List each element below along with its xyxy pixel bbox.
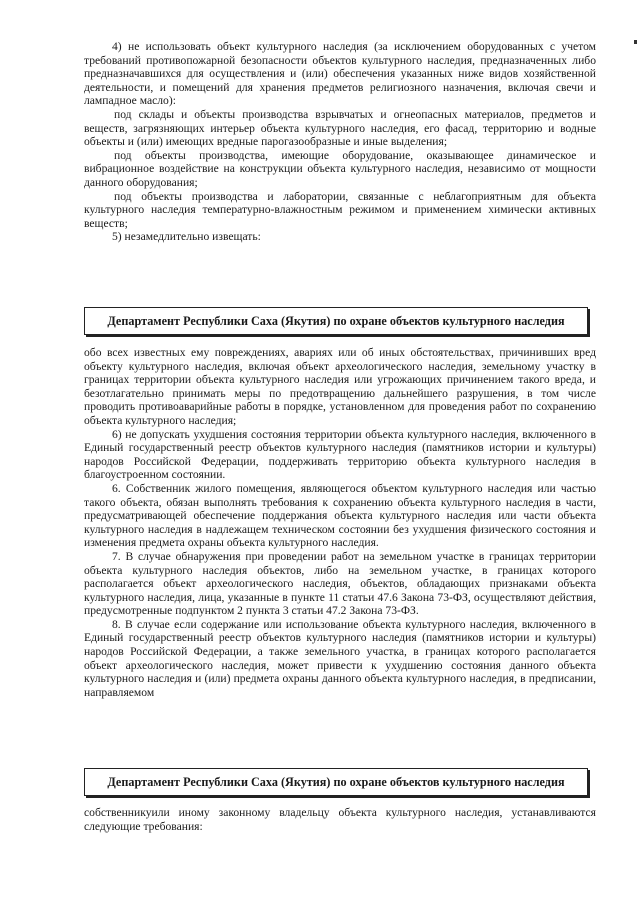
scan-mark bbox=[634, 40, 637, 44]
paragraph-laboratories: под объекты производства и лаборатории, связанные с неблагоприятным для объекта культурного наследия температурно-влажностным режимом и применением химически активных веществ; bbox=[84, 189, 596, 230]
department-banner-2: Департамент Республики Саха (Якутия) по охране объектов культурного наследия bbox=[84, 768, 588, 796]
paragraph-clause-7: 7. В случае обнаружения при проведении работ на земельном участке в границах территории объекта культурного наследия объектов, либо на земельном участке, в границах которого располагается объект археологического наследия, объектов, обладающих признаками объекта культурного наследия, лица, указанные в пункте 11 статьи 47.6 Закона 73-ФЗ, осуществляют действия, предусмотренные подпунктом 2 пункта 3 статьи 47.2 Закона 73-ФЗ. bbox=[84, 549, 596, 618]
paragraph-item-5: 5) незамедлительно извещать: bbox=[112, 230, 261, 244]
text-block-bottom bbox=[84, 806, 596, 833]
paragraph-item-6: 6) не допускать ухудшения состояния территории объекта культурного наследия, включенного в Единый государственный реестр объектов культурного наследия (памятников истории и культуры) народов Российской Федерации, поддерживать территорию объекта культурного наследия в благоустроенном состоянии. bbox=[84, 427, 596, 482]
department-banner-1: Департамент Республики Саха (Якутия) по охране объектов культурного наследия bbox=[84, 307, 588, 335]
paragraph-warehouses: под склады и объекты производства взрывчатых и огнеопасных материалов, предметов и веществ, загрязняющих интерьер объекта культурного наследия, его фасад, территорию и водные объекты и (или) имеющих вредные парогазообразные и иные выделения; bbox=[84, 107, 596, 149]
paragraph-damage-report: обо всех известных ему повреждениях, авариях или об иных обстоятельствах, причинивших вред объекту культурного наследия, включая объект археологического наследия, земельному участку в границах территории объекта культурного наследия или угрожающих причинением такого вреда, и безотлагательно принимать меры по предотвращению дальнейшего разрушения, в том числе проводить противоаварийные работы в порядке, установленном для проведения работ по сохранению объекта культурного наследия; bbox=[84, 346, 596, 427]
paragraph-owner-requirements: собственникуили иному законному владельцу объекта культурного наследия, устанавливаются следующие требования: bbox=[84, 806, 596, 833]
paragraph-item-4: 4) не использовать объект культурного наследия (за исключением оборудованных с учетом требований противопожарной безопасности объектов культурного наследия, предназначенных либо предназначавшихся для осуществления и (или) обеспечения указанных ниже видов хозяйственной деятельности, и помещений для хранения предметов религиозного назначения, включая свечи и лампадное масло): bbox=[84, 40, 596, 108]
paragraph-clause-8: 8. В случае если содержание или использование объекта культурного наследия, включенного в Единый государственный реестр объектов культурного наследия (памятников истории и культуры) народов Российской Федерации, а также земельного участка, в границах которого располагается объект археологического наследия, может привести к ухудшению состояния данного объекта культурного наследия и (или) предмета охраны данного объекта культурного наследия, в предписании, направляемом bbox=[84, 617, 596, 699]
paragraph-vibration: под объекты производства, имеющие оборудование, оказывающее динамическое и вибрационное воздействие на конструкции объекта культурного наследия, независимо от мощности данного оборудования; bbox=[84, 148, 596, 189]
text-block-top bbox=[84, 40, 596, 244]
paragraph-clause-6: 6. Собственник жилого помещения, являющегося объектом культурного наследия или частью такого объекта, обязан выполнять требования к сохранению объекта культурного наследия в части, предусматривающей обеспечение поддержания объекта культурного наследия или части объекта культурного наследия в надлежащем техническом состоянии без ухудшения физического состояния и изменения предмета охраны объекта культурного наследия. bbox=[84, 481, 596, 550]
text-block-middle bbox=[84, 346, 596, 699]
